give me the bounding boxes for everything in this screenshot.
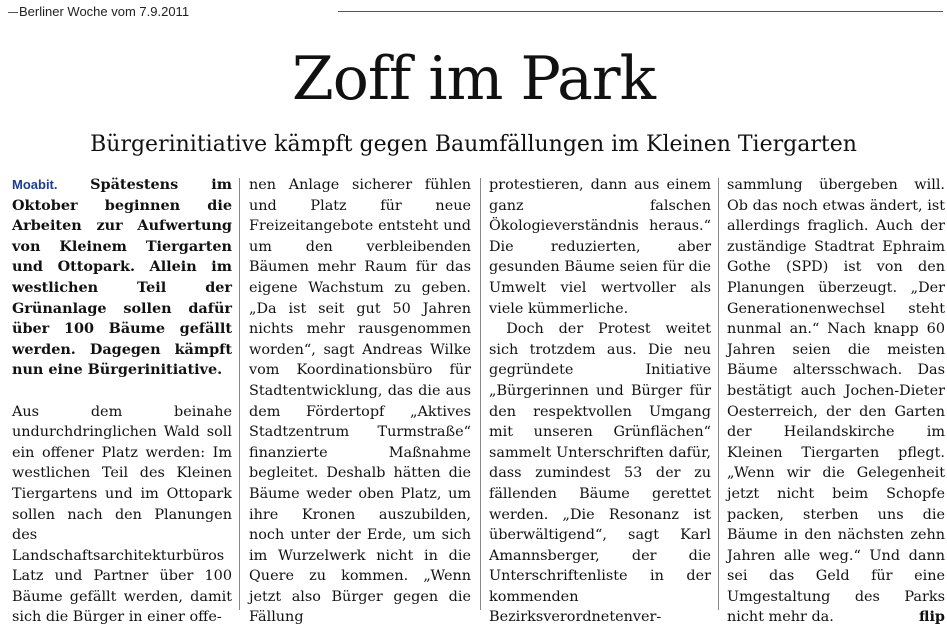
body-paragraph: nen Anlage sicherer fühlen und Platz für neue Freizeitangebote entsteht und um den verbleibenden Bäumen mehr Raum für das eigene Wachstum zu geben. „Da ist seit gut 50 Jahren nichts mehr rausgenommen worden“, sagt Andreas Wilke vom Koordinationsbüro für Stadtentwicklung, das die aus dem Fördertopf „Aktives Stadtzentrum Turmstraße“ finanzierte Maßnahme begleitet. Deshalb hätten die Bäume weder oben Platz, um ihre Kronen auszubilden, noch unter der Erde, um sich im Wurzelwerk nicht in die Quere zu kommen. „Wenn jetzt also Bürger gegen die Fällung: [249, 177, 471, 626]
body-paragraph: Doch der Protest weitet sich trotzdem aus. Die neu gegründete Initiative „Bürgerinnen und Bürger für den respektvollen Umgang mit unseren Grünflächen“ sammelt Unterschriften dafür, dass zumindest 53 der zu fällenden Bäume gerettet werden. „Die Resonanz ist überwältigend“, sagt Karl Amannsberger, der die Unterschriftenliste in der kommenden Bezirksverordnetenver-: [489, 321, 711, 626]
column-divider: [718, 178, 719, 610]
top-rule: [338, 11, 943, 12]
body-paragraph: Aus dem beinahe undurchdringlichen Wald soll ein offener Platz werden: Im westlichen Teil des Kleinen Tiergartens und im Ottopark sollen nach den Planungen des Landschaftsarchitekturbüros Latz und Partner über 100 Bäume gefällt werden, damit sich die Bürger in einer offe-: [12, 403, 232, 626]
article-column-2: [249, 175, 471, 628]
author-initials: flip: [919, 608, 945, 626]
lead-text: Spätestens im Oktober beginnen die Arbeiten zur Aufwertung von Kleinem Tiergarten und Ottopark. Allein im westlichen Teil der Grünanlage sollen dafür über 100 Bäume gefällt werden. Dagegen kämpft nun eine Bürgerinitiative.: [12, 176, 232, 379]
column-divider: [239, 178, 240, 610]
headline: Zoff im Park: [292, 44, 655, 114]
column-divider: [480, 178, 481, 610]
dateline: Moabit.: [12, 177, 58, 192]
body-text: sammlung übergeben will. Ob das noch etwas ändert, ist allerdings fraglich. Auch der zuständige Stadtrat Ephraim Gothe (SPD) ist von den Planungen überzeugt. „Der Generationenwechsel steht nunmal an.“ Nach knapp 60 Jahren seien die meisten Bäume altersschwach. Das bestätigt auch Jochen-Dieter Oesterreich, der den Garten der Heilandskirche im Kleinen Tiergarten pflegt. „Wenn wir die Gelegenheit jetzt nicht beim Schopfe packen, sterben uns die Bäume in den nächsten zehn Jahren alle weg.“ Und dann sei das Geld für eine Umgestaltung des Parks nicht mehr da.: [727, 177, 945, 626]
article-column-3: [489, 175, 711, 628]
subheadline: Bürgerinitiative kämpft gegen Baumfällungen im Kleinen Tiergarten: [90, 132, 857, 157]
lead-paragraph: [12, 175, 232, 381]
body-paragraph: [727, 175, 945, 628]
body-paragraph: protestieren, dann aus einem ganz falschen Ökologieverständnis heraus.“ Die reduzierten, aber gesunden Bäume seien für die Umwelt viel wertvoller als viele kümmerliche.: [489, 177, 711, 317]
source-text: Berliner Woche vom 7.9.2011: [19, 4, 190, 19]
publication-source: [8, 4, 189, 19]
article-column-1: [12, 175, 232, 628]
article-column-4: [727, 175, 945, 628]
source-dash: [8, 12, 18, 13]
